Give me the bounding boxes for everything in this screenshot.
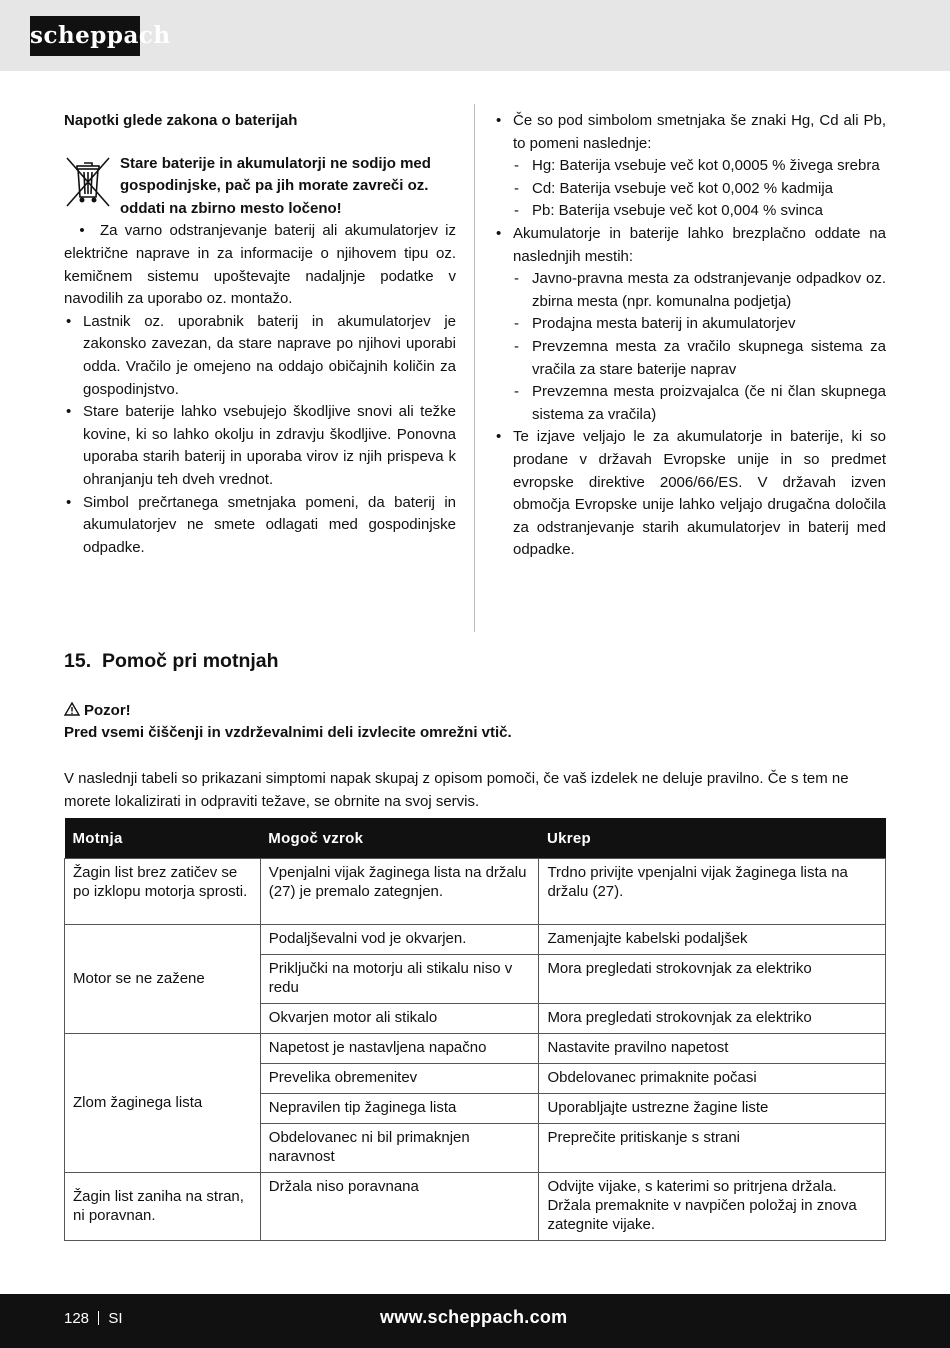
remedy-cell: Odvijte vijake, s katerimi so pritrjena držala. Držala premaknite v navpičen položaj in znova zategnite vijake.: [539, 1173, 886, 1241]
remedy-cell: Mora pregledati strokovnjak za elektriko: [539, 1004, 886, 1034]
battery-first-bullet-text: Za varno odstranjevanje baterij ali akumulatorjev iz električne naprave in za informacije o njihovem tipu oz. kemičnem sistemu upoštevajte nadaljnje podatke v navodilih za uporabo oz. montažo.: [64, 222, 456, 308]
list-item: - Pb: Baterija vsebuje več kot 0,004 % svinca: [513, 200, 886, 223]
cause-cell: Okvarjen motor ali stikalo: [260, 1004, 539, 1034]
caution-text: Pred vsemi čiščenji in vzdrževalnimi deli izvlecite omrežni vtič.: [64, 724, 512, 741]
symptom-cell: Motor se ne zažene: [65, 925, 261, 1034]
cause-cell: Napetost je nastavljena napačno: [260, 1034, 539, 1064]
troubleshooting-table: [64, 818, 886, 1241]
symptom-cell: Žagin list brez zatičev se po izklopu motorja sprosti.: [65, 859, 261, 925]
list-item: • Simbol prečrtanega smetnjaka pomeni, da baterij in akumulatorjev ne smete odlagati med gospodinjske odpadke.: [64, 492, 456, 560]
scheppach-logo: scheppach: [30, 16, 140, 56]
cause-cell: Nepravilen tip žaginega lista: [260, 1094, 539, 1124]
battery-law-heading: Napotki glede zakona o baterijah: [64, 112, 298, 129]
remedy-cell: Obdelovanec primaknite počasi: [539, 1064, 886, 1094]
column-divider: [474, 104, 475, 632]
cause-cell: Vpenjalni vijak žaginega lista na držalu (27) je premalo zategnjen.: [260, 859, 539, 925]
caution-block: [64, 700, 512, 744]
battery-warning-block: [64, 153, 456, 221]
website-link[interactable]: www.scheppach.com: [380, 1307, 568, 1327]
crossed-out-wheelie-bin-icon: [64, 155, 112, 209]
page-number: [64, 1310, 123, 1327]
symptom-cell: Zlom žaginega lista: [65, 1034, 261, 1173]
remedy-cell: Trdno privijte vpenjalni vijak žaginega lista na držalu (27).: [539, 859, 886, 925]
heavy-metal-sublist: [513, 155, 886, 223]
table-row: [65, 1173, 886, 1241]
list-item: • Te izjave veljajo le za akumulatorje in baterije, ki so prodane v državah Evropske unije in so predmet evropske direktive 2006/66/ES. V državah izven območja Evropske unije lahko veljajo drugačna določila za odstranjevanje starih akumulatorjev in baterij med odpadke.: [494, 426, 886, 562]
list-item: • Stare baterije lahko vsebujejo škodljive snovi ali težke kovine, ki so lahko okolju in zdravju škodljive. Ponovna uporaba starih baterij in uporaba virov iz njih prispeva k ohranjanju teh dveh vrednot.: [64, 401, 456, 491]
list-item: - Javno-pravna mesta za odstranjevanje odpadkov oz. zbirna mesta (npr. komunalna podjetja): [513, 268, 886, 313]
column-header-fault: Motnja: [65, 818, 261, 859]
symptom-cell: Žagin list zaniha na stran, ni poravnan.: [65, 1173, 261, 1241]
cause-cell: Priključki na motorju ali stikalu niso v redu: [260, 955, 539, 1004]
section-number: 15.: [64, 650, 92, 672]
table-row: [65, 859, 886, 925]
table-row: [65, 925, 886, 955]
table-row: [65, 1034, 886, 1064]
list-item: - Prevzemna mesta za vračilo skupnega sistema za vračila za stare baterije naprav: [513, 336, 886, 381]
section-heading: Pomoč pri motnjah: [101, 650, 279, 672]
remedy-cell: Uporabljajte ustrezne žagine liste: [539, 1094, 886, 1124]
list-item: - Hg: Baterija vsebuje več kot 0,0005 % živega srebra: [513, 155, 886, 178]
hg-cd-pb-intro: Če so pod simbolom smetnjaka še znaki Hg, Cd ali Pb, to pomeni naslednje:: [513, 112, 886, 152]
battery-right-bullet-list: [494, 110, 886, 562]
battery-first-bullet: [45, 220, 456, 310]
warning-triangle-icon: [64, 702, 80, 716]
list-item: • Lastnik oz. uporabnik baterij in akumulatorjev je zakonsko zavezan, da stare naprave po njihovi uporabi odda. Vračilo je omejeno na oddajo običajnih količin za gospodinjstvo.: [64, 311, 456, 401]
remedy-cell: Preprečite pritiskanje s strani: [539, 1124, 886, 1173]
cause-cell: Podaljševalni vod je okvarjen.: [260, 925, 539, 955]
caution-label: Pozor!: [84, 702, 131, 719]
list-item: - Prevzemna mesta proizvajalca (če ni član skupnega sistema za vračila): [513, 381, 886, 426]
battery-notes-right-column: [494, 110, 886, 562]
return-locations-sublist: [513, 268, 886, 426]
table-header-row: [65, 818, 886, 859]
remedy-cell: Mora pregledati strokovnjak za elektriko: [539, 955, 886, 1004]
return-locations-intro: Akumulatorje in baterije lahko brezplačno oddate na naslednjih mestih:: [513, 224, 886, 265]
cause-cell: Prevelika obremenitev: [260, 1064, 539, 1094]
cause-cell: Obdelovanec ni bil primaknjen naravnost: [260, 1124, 539, 1173]
page-footer: [0, 1294, 950, 1348]
section-title: [64, 650, 279, 673]
list-item: [494, 110, 886, 223]
battery-bullet-list: [64, 311, 456, 560]
remedy-cell: Nastavite pravilno napetost: [539, 1034, 886, 1064]
page-header: [0, 0, 950, 71]
column-header-cause: Mogoč vzrok: [260, 818, 539, 859]
remedy-cell: Zamenjajte kabelski podaljšek: [539, 925, 886, 955]
list-item: - Prodajna mesta baterij in akumulatorjev: [513, 313, 886, 336]
footer-separator: [98, 1311, 99, 1325]
list-item: - Cd: Baterija vsebuje več kot 0,002 % kadmija: [513, 178, 886, 201]
cause-cell: Držala niso poravnana: [260, 1173, 539, 1241]
bullet-dot: •: [79, 222, 85, 240]
battery-warning-text: Stare baterije in akumulatorji ne sodijo med gospodinjske, pač pa jih morate zavreči oz. oddati na zbirno mesto ločeno!: [120, 154, 431, 217]
troubleshooting-intro: V naslednji tabeli so prikazani simptomi napak skupaj z opisom pomoči, če vaš izdelek ne deluje pravilno. Če s tem ne morete lokalizirati in odpraviti težave, se obrnite na svoj servis.: [64, 770, 849, 810]
battery-notes-left-column: [64, 110, 456, 559]
language-code: SI: [108, 1310, 123, 1327]
list-item: [494, 223, 886, 426]
column-header-remedy: Ukrep: [539, 818, 886, 859]
page-number-value: 128: [64, 1310, 90, 1327]
